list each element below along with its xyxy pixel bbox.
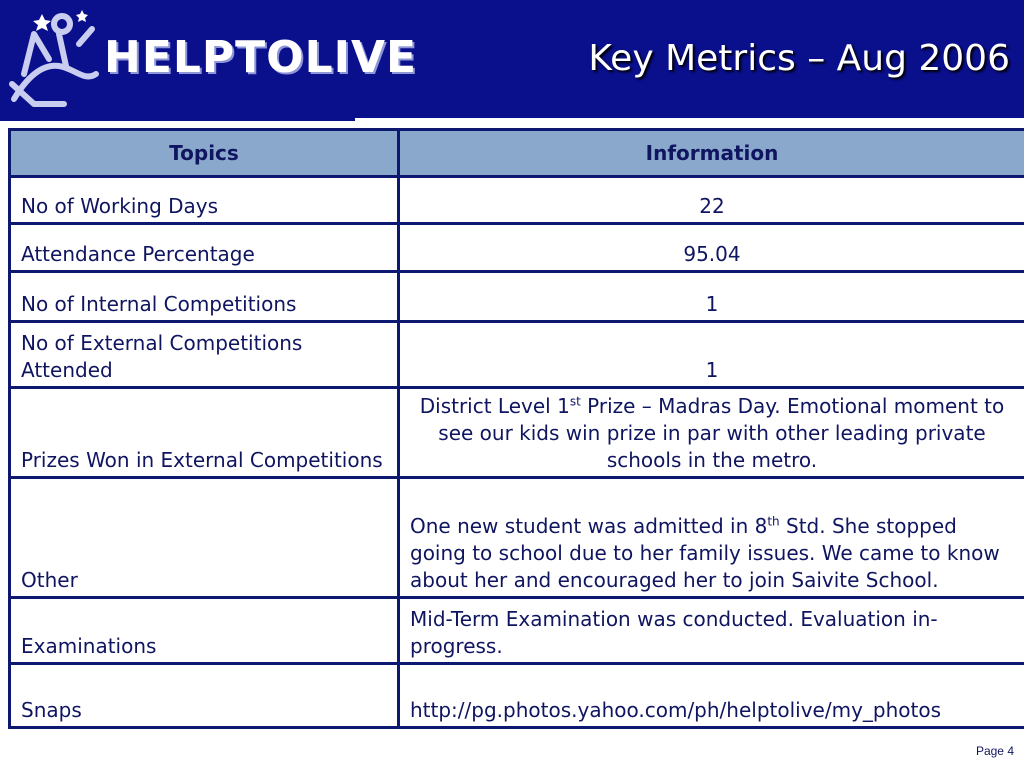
helptolive-logo (4, 4, 418, 116)
logo-figure-icon (4, 4, 104, 116)
ordinal-suffix: st (569, 394, 581, 409)
info-text: Std. She stopped going to school due to her family issues. We came to know about her and encouraged her to join Saivite School. (410, 514, 1000, 592)
info-cell (399, 388, 1024, 478)
topic-cell: Attendance Percentage (10, 224, 399, 272)
column-header-topics: Topics (10, 130, 399, 177)
table-row (10, 388, 1024, 478)
topic-cell: Examinations (10, 598, 399, 664)
info-cell: 95.04 (399, 224, 1024, 272)
page-title: Key Metrics – Aug 2006 (588, 38, 1010, 79)
info-text: Prize – Madras Day. Emotional moment to see our kids win prize in par with other leading private schools in the metro. (438, 394, 1005, 472)
table-row (10, 177, 1024, 224)
info-cell (399, 478, 1024, 598)
table-row (10, 478, 1024, 598)
table-row (10, 598, 1024, 664)
header-banner (0, 0, 1024, 118)
key-metrics-table (8, 128, 1024, 729)
topic-cell: No of Working Days (10, 177, 399, 224)
topic-cell: No of External Competitions Attended (10, 322, 399, 388)
info-cell: Mid-Term Examination was conducted. Evaluation in-progress. (399, 598, 1024, 664)
table-row (10, 272, 1024, 322)
snaps-link[interactable]: http://pg.photos.yahoo.com/ph/helptolive/my_photos (399, 664, 1024, 728)
table-row (10, 664, 1024, 728)
column-header-information: Information (399, 130, 1024, 177)
logo-text: HELPTOLIVE (104, 32, 418, 83)
ordinal-suffix: th (767, 514, 780, 529)
header-divider (0, 118, 355, 121)
topic-cell: Snaps (10, 664, 399, 728)
topic-cell: Prizes Won in External Competitions (10, 388, 399, 478)
table-header-row (10, 130, 1024, 177)
info-cell: 22 (399, 177, 1024, 224)
info-text: District Level 1 (419, 394, 570, 418)
info-cell: 1 (399, 322, 1024, 388)
page-number: Page 4 (975, 744, 1014, 758)
table-row (10, 224, 1024, 272)
topic-cell: Other (10, 478, 399, 598)
topic-cell: No of Internal Competitions (10, 272, 399, 322)
table-row (10, 322, 1024, 388)
info-cell: 1 (399, 272, 1024, 322)
info-text: One new student was admitted in 8 (410, 514, 768, 538)
